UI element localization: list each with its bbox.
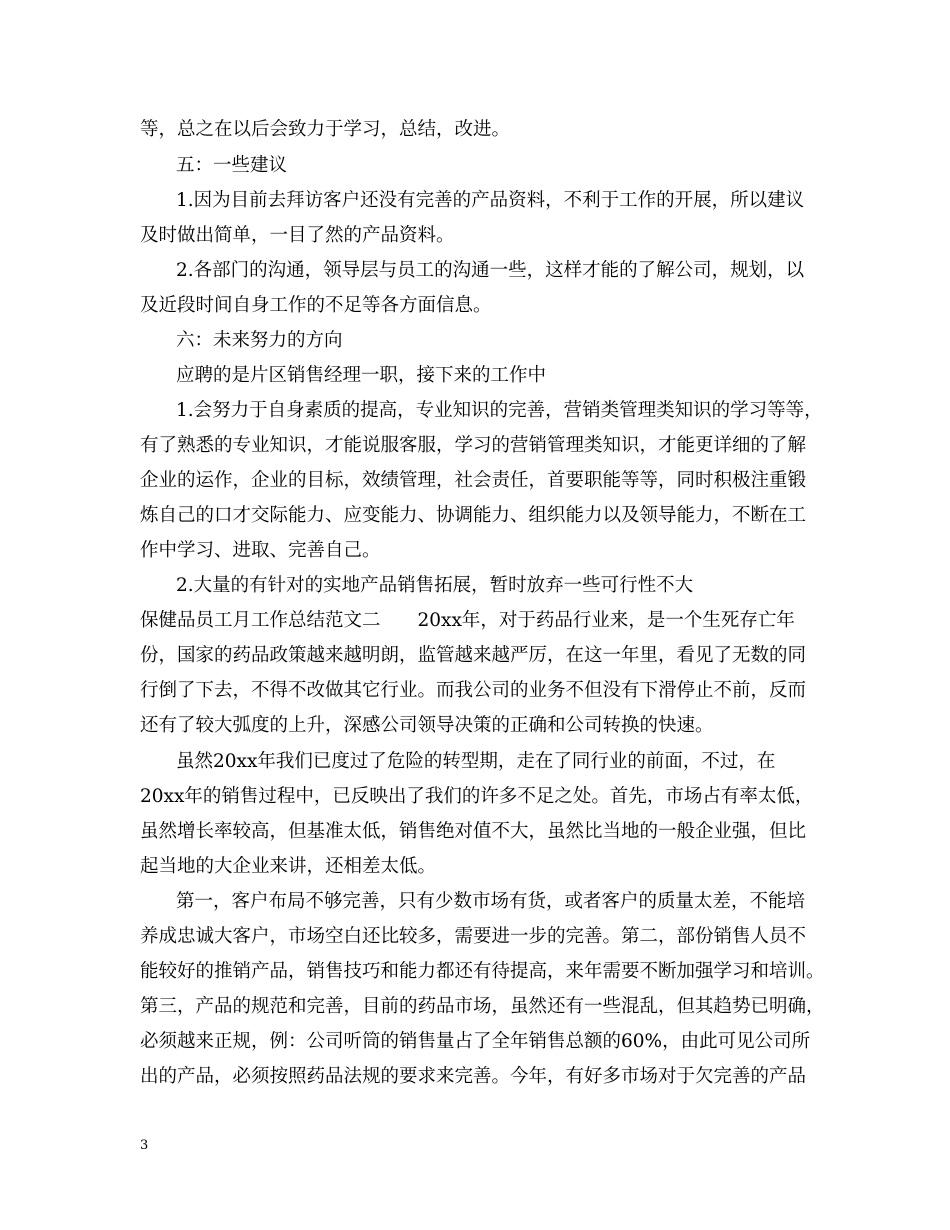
text-line: 及时做出简单，一目了然的产品资料。 — [140, 225, 455, 246]
text-line: 份，国家的药品政策越来越明朗，监管越来越严厉，在这一年里，看见了无数的同 — [140, 645, 807, 666]
text-line: 等，总之在以后会致力于学习，总结，改进。 — [140, 119, 511, 140]
text-line: 炼自己的口才交际能力、应变能力、协调能力、组织能力以及领导能力，不断在工 — [140, 505, 807, 526]
text-line: 还有了较大弧度的上升，深感公司领导决策的正确和公司转换的快速。 — [140, 715, 714, 736]
text-line: 保健品员工月工作总结范文二 20xx年，对于药品行业来，是一个生死存亡年 — [140, 610, 795, 631]
text-line: 20xx年的销售过程中，已反映出了我们的许多不足之处。首先，市场占有率太低， — [140, 786, 814, 807]
text-line: 有了熟悉的专业知识，才能说服客服，学习的营销管理类知识，才能更详细的了解 — [140, 435, 807, 456]
page-number: 3 — [140, 1138, 149, 1153]
text-line: 出的产品，必须按照药品法规的要求来完善。今年，有好多市场对于欠完善的产品 — [140, 1066, 807, 1087]
text-line: 1.会努力于自身素质的提高，专业知识的完善，营销类管理类知识的学习等等， — [176, 400, 823, 421]
text-line: 应聘的是片区销售经理一职，接下来的工作中 — [176, 365, 547, 386]
text-line: 虽然增长率较高，但基准太低，销售绝对值不大，虽然比当地的一般企业强，但比 — [140, 821, 807, 842]
text-line: 第三，产品的规范和完善，目前的药品市场，虽然还有一些混乱，但其趋势已明确， — [140, 996, 825, 1017]
text-line: 2.各部门的沟通，领导层与员工的沟通一些，这样才能的了解公司，规划，以 — [176, 260, 805, 281]
text-line: 作中学习、进取、完善自己。 — [140, 540, 381, 561]
text-line: 起当地的大企业来讲，还相差太低。 — [140, 856, 437, 877]
text-line: 第一，客户布局不够完善，只有少数市场有货，或者客户的质量太差，不能培 — [176, 891, 806, 912]
text-line: 能较好的推销产品，销售技巧和能力都还有待提高，来年需要不断加强学习和培训。 — [140, 961, 825, 982]
text-line: 及近段时间自身工作的不足等各方面信息。 — [140, 295, 492, 316]
section-heading: 五：一些建议 — [176, 155, 288, 176]
text-line: 企业的运作，企业的目标，效绩管理，社会责任，首要职能等等，同时积极注重锻 — [140, 470, 807, 491]
text-line: 养成忠诚大客户，市场空白还比较多，需要进一步的完善。第二，部份销售人员不 — [140, 926, 807, 947]
text-line: 必须越来正规，例：公司听筒的销售量占了全年销售总额的60%，由此可见公司所 — [140, 1031, 811, 1052]
text-line: 行倒了下去，不得不改做其它行业。而我公司的业务不但没有下滑停止不前，反而 — [140, 680, 807, 701]
text-line: 1.因为目前去拜访客户还没有完善的产品资料，不利于工作的开展，所以建议 — [176, 190, 805, 211]
text-line: 虽然20xx年我们已度过了危险的转型期，走在了同行业的前面，不过，在 — [176, 751, 776, 772]
section-heading: 六：未来努力的方向 — [176, 330, 343, 351]
text-line: 2.大量的有针对的实地产品销售拓展，暂时放弃一些可行性不大 — [176, 575, 694, 596]
